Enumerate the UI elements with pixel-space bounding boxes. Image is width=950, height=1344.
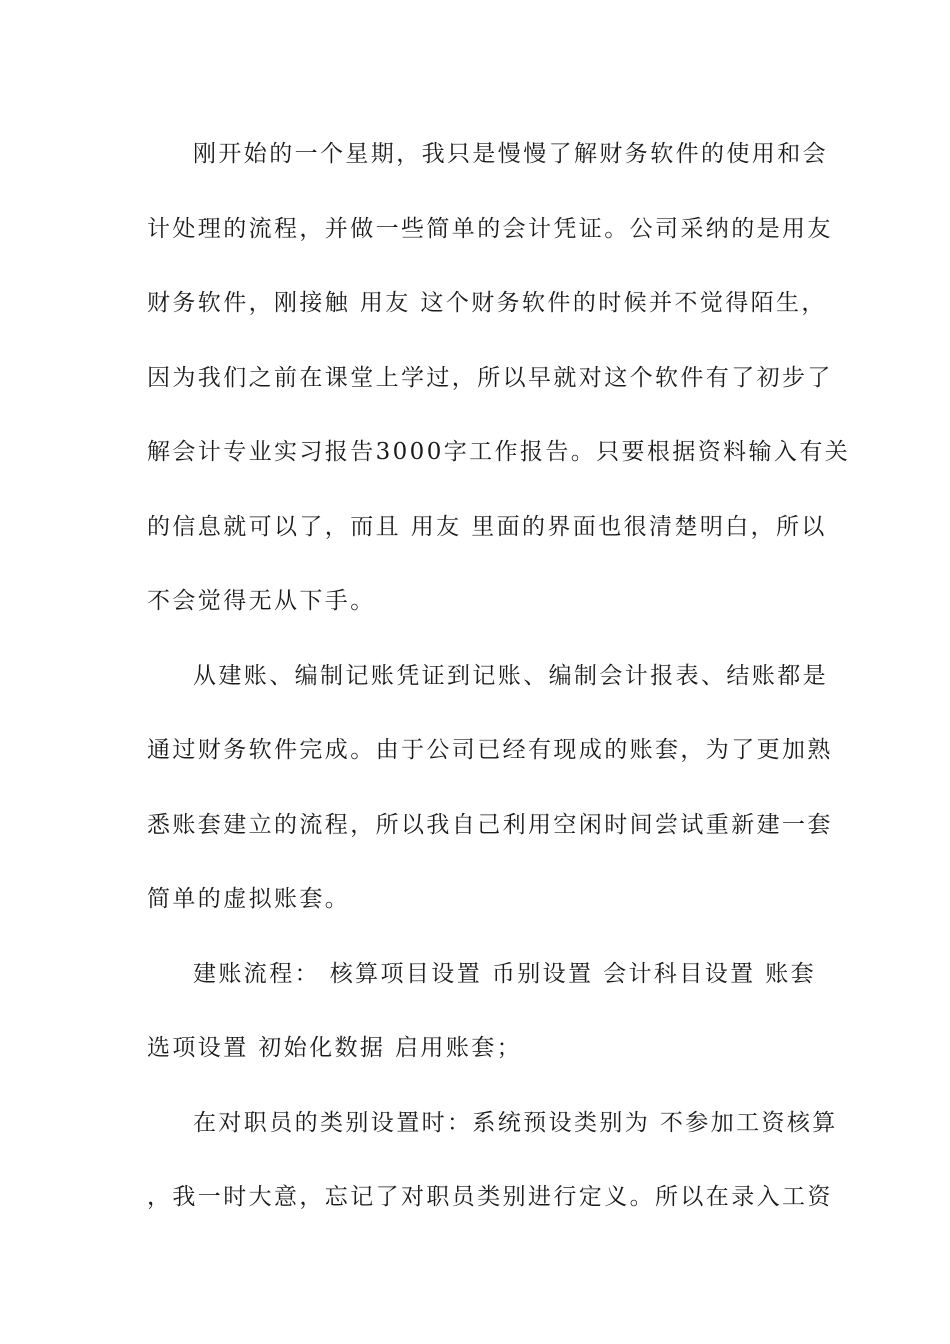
- paragraph-line: 从建账、编制记账凭证到记账、编制会计报表、结账都是: [193, 662, 828, 689]
- paragraph-line: 解会计专业实习报告3000字工作报告。只要根据资料输入有关: [147, 439, 851, 465]
- document-body: [147, 129, 851, 1247]
- paragraph-line: 在对职员的类别设置时：系统预设类别为 不参加工资核算: [193, 1109, 838, 1136]
- paragraph-line: 财务软件，刚接触 用友 这个财务软件的时候并不觉得陌生，: [147, 290, 827, 316]
- paragraph-line: 不会觉得无从下手。: [147, 588, 376, 614]
- paragraph-line: 计处理的流程，并做一些简单的会计凭证。公司采纳的是用友: [147, 215, 833, 242]
- paragraph-line: 通过财务软件完成。由于公司已经有现成的账套，为了更加熟: [147, 737, 833, 763]
- paragraph-line: 选项设置 初始化数据 启用账套；: [147, 1035, 523, 1061]
- paragraph-line: 悉账套建立的流程，所以我自己利用空闲时间尝试重新建一套: [147, 811, 833, 838]
- paragraph-line: 的信息就可以了，而且 用友 里面的界面也很清楚明白，所以: [147, 513, 827, 540]
- paragraph-line: 建账流程： 核算项目设置 币别设置 会计科目设置 账套: [193, 960, 817, 987]
- paragraph-line: 刚开始的一个星期，我只是慢慢了解财务软件的使用和会: [193, 141, 828, 167]
- paragraph-line: 因为我们之前在课堂上学过，所以早就对这个软件有了初步了: [147, 364, 833, 391]
- paragraph-line: ，我一时大意，忘记了对职员类别进行定义。所以在录入工资: [147, 1184, 833, 1210]
- paragraph-line: 简单的虚拟账套。: [147, 886, 351, 912]
